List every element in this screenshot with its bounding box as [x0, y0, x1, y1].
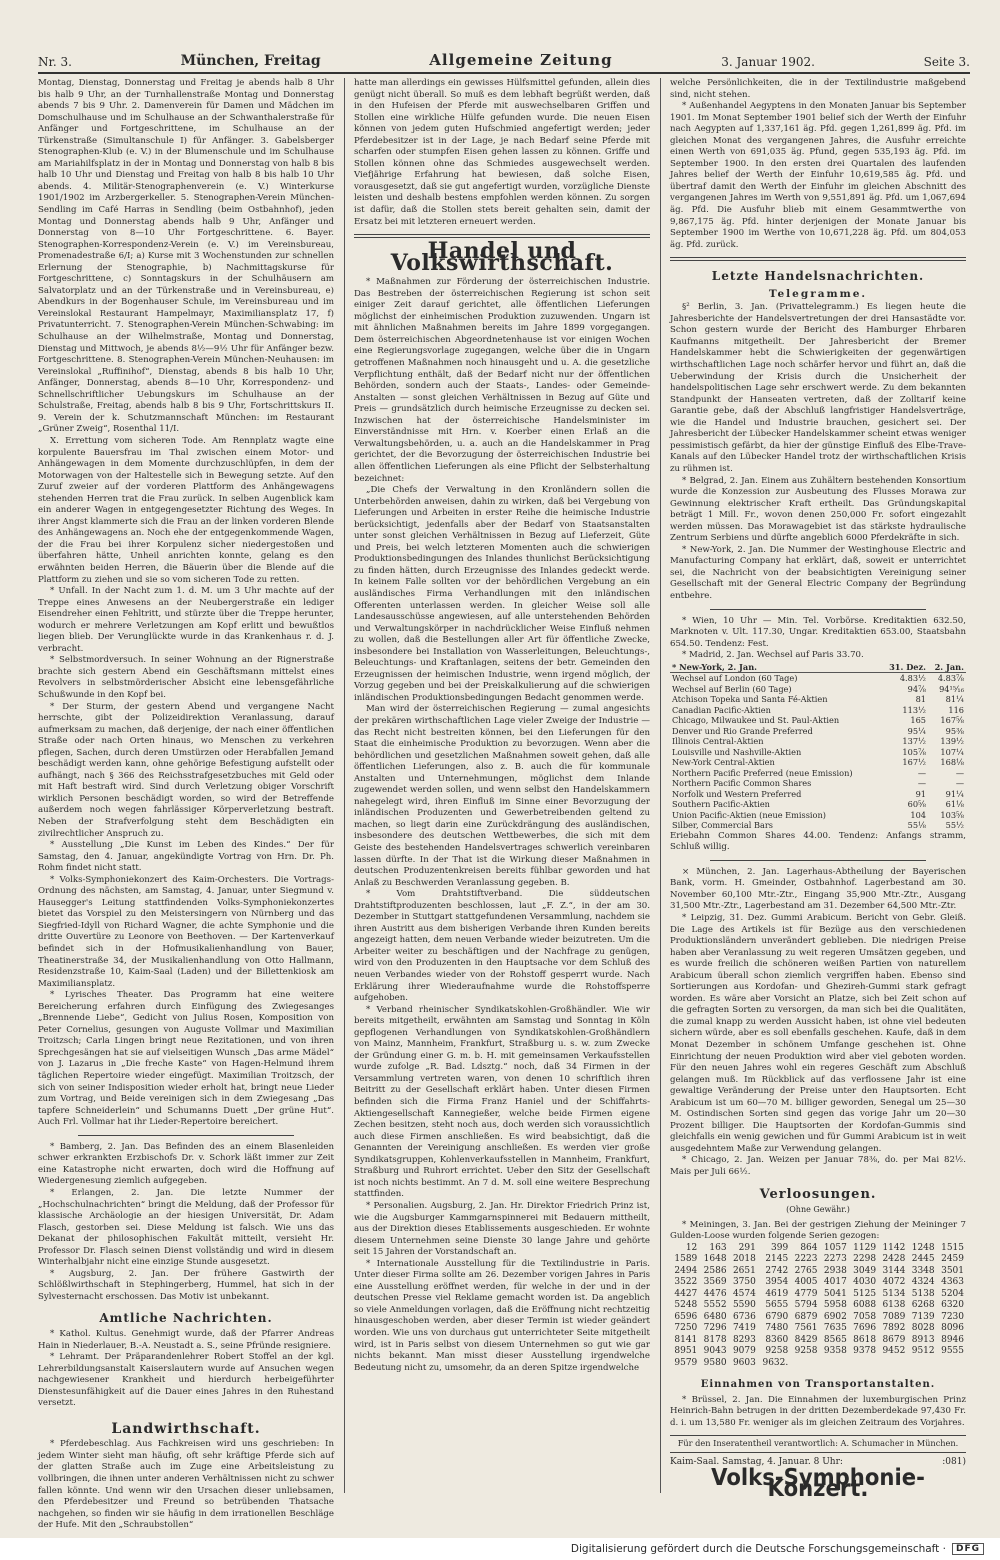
series-number: 9378	[853, 1346, 877, 1357]
series-number: 4779	[794, 1288, 818, 1299]
series-number: 7635	[823, 1323, 847, 1334]
series-number: 3348	[911, 1265, 935, 1276]
quote-value: —	[955, 778, 964, 789]
article-text: hatte man allerdings ein gewisses Hülfsmittel gefunden, allein dies genügt nicht überall. So muß es dem lebhaft begrüßt werden, daß in den Hufeisen der Pferde mit auswechselbaren Griffen und Stollen eine wirkliche Hülfe gefunden wurde. Die neuen Eisen können von jedem guten Hufschmied angefertigt werden; jeder Pferdebesitzer ist in der Lage, je nach Bedarf seine Pferde mit scharfen oder stumpfen Eisen gehen lassen zu können. Griffe und Stollen können ohne das Schmiedes ausgewechselt werden. Viefjährige Erfahrung hat bewiesen, daß solche Eisen, vorausgesetzt, daß sie gut angefertigt wurden, vorzügliche Dienste leisten und deshalb bestens empfohlen werden können. Zu sorgen ist dafür, daß die Stollen stets bereit gehalten sein, damit der Ersatz bei mit letzteren erneuert werden.	[354, 78, 650, 227]
article-text: * Außenhandel Aegyptens in den Monaten Januar bis September 1901. Im Monat September 1901 belief sich der Werth der Einfuhr nach Aegypten auf 1,337,161 äg. Pfd. gegen 1,261,899 äg. Pfd. im gleichen Monat des vergangenen Jahres, die Ausfuhr erreichte einen Werth von 691,035 äg. Pfund, gegen 535,193 äg. Pfd. im September 1900. In den ersten drei Quartalen des laufenden Jahres belief der Werth der Einfuhr 10,619,585 äg. Pfd. und übertraf damit den Werth der Einfuhr im gleichen Abschnitt des vergangenen Jahres im Werth von 9,551,891 äg. Pfd. um 1,067,694 äg. Pfd. Die Ausfuhr blieb mit einem Gesammtwerthe von 9,867,175 äg. Pfd. hinter derjenigen der Monate Januar bis September 1900 im Werthe von 10,671,228 äg. Pfd. um 804,053 äg. Pfd. zurück.	[670, 101, 966, 250]
series-number: 8141	[674, 1334, 698, 1345]
series-number: 1515	[941, 1242, 964, 1253]
table-row	[670, 705, 966, 716]
series-number: 2018	[732, 1254, 756, 1265]
series-number: 9258	[765, 1346, 789, 1357]
article-text: X. Errettung vom sicheren Tode. Am Rennplatz wagte eine korpulente Bauersfrau im Thal zwischen einem Motor- und Anhängewagen in dem Momente durchzuschlüpfen, in dem der Motorwagen von der Haltestelle sich in Bewegung setzte. Auf den Zuruf zweier auf der vorderen Plattform des Anhängewagens stehenden Herren trat die Frau zurück. In selben Augenblick kam ein anderer Wagen in entgegengesetzter Richtung des Weges. In ihrer Angst klammerte sich die Frau an der linken vorderen Blende des Anhängewagens an. Noch ehe der entgegenkommende Wagen, der die Frau bei ihrer Korpulenz sicher niedergestoßen und überfahren hätte, Unheil anrichten konnte, gelang es den erwähnten beiden Herren, die Bäuerin über die Blende auf die Plattform zu ziehen und sie so vom sicheren Tode zu retten.	[38, 435, 334, 585]
section-rule	[78, 1135, 294, 1136]
series-number: 7696	[853, 1323, 877, 1334]
lottery-numbers-table	[670, 1243, 966, 1370]
article-text: * Der Sturm, der gestern Abend und vergangene Nacht herrschte, gibt der Polizeidirektion Veranlassung, darauf aufmerksam zu machen, daß derjenige, der nach einer öffentlichen Straße oder nach Orten hinaus, wo Menschen zu verkehren pflegen, Sachen, durch deren Umstürzen oder Herabfallen Jemand beschädigt werden kann, ohne gehörige Befestigung aufstellt oder aufhängt, nach § 366 des Reichsstrafgesetzbuches mit Geld oder mit Haft bestraft wird. Sind durch Verletzung obiger Vorschrift wirklich Personen beschädigt worden, so wird der Betreffende außerdem noch wegen fahrlässiger Körperverletzung bestraft. Neben der Strafverfolgung steht dem Beschädigten ein zivilrechtlicher Anspruch zu.	[38, 701, 334, 839]
imprint-line: Für den Inseratentheil verantwortlich: A. Schumacher in München.	[670, 1435, 966, 1453]
series-number: 4574	[732, 1288, 756, 1299]
article-text: * Volks-Symphoniekonzert des Kaim-Orchesters. Die Vortrags-Ordnung des nächsten, am Samstag, 4. Januar, unter Siegmund v. Hausegger's Leitung stattfindenden Volks-Symphoniekonzertes bietet das Vorspiel zu den Meistersingern von Nürnberg und das Siegfried-Idyll von Richard Wagner, die achte Symphonie und die dritte Ouvertüre zu Leonore von Beethoven. — Der Kartenverkauf befindet sich in der Hofmusikalienhandlung von Bauer, Theatinerstraße 34, der Musikalienhandlung von Otto Hallmann, Residenzstraße 10, Kaim-Saal (Laden) und der Billettenkiosk am Maximiliansplatz.	[38, 874, 334, 989]
section-heading-amtlich: Amtliche Nachrichten.	[99, 1311, 273, 1326]
table-row	[670, 715, 966, 726]
advertisement-venue-text: Kaim-Saal. Samstag, 4. Januar. 8 Uhr:	[670, 1456, 843, 1467]
series-number: 399	[771, 1242, 789, 1253]
quote-value: 91	[915, 788, 926, 799]
series-number: 2428	[882, 1254, 906, 1265]
column-rule	[344, 78, 345, 1493]
series-number: 7089	[882, 1311, 906, 1322]
series-number: 3049	[853, 1265, 877, 1276]
security-name: Norfolk und Western Preferred	[672, 788, 802, 799]
series-number: 1589	[674, 1254, 698, 1265]
article-text: * Maßnahmen zur Förderung der österreichischen Industrie. Das Bestreben der österreichischen Regierung ist schon seit einiger Zeit darauf gerichtet, alle öffentlichen Lieferungen möglichst der einheimischen Produktion zuzuwenden. Ungarn ist mit ähnlichen Maßnahmen bereits im Jahre 1899 vorgegangen. Dem österreichischen Abgeordnetenhause ist vor einigen Wochen eine Regierungsvorlage zugegangen, welche über die in Ungarn getroffenen Maßnahmen noch hinausgeht und u. A. die gesetzliche Verpflichtung enthält, daß der Bedarf nicht nur der öffentlichen Behörden, sondern auch der Staats-, Landes- oder Gemeinde-Anstalten — sonst gleichen Verhältnissen in Bezug auf Güte und Preis — grundsätzlich durch heimische Erzeugnisse zu decken sei. Inzwischen hat der österreichische Handelsminister im Einverständnisse mit Hrn. v. Koerber einen Erlaß an die Verwaltungsbehörden, u. a. auch an die Handelskammer in Prag gerichtet, der die Bevorzugung der österreichischen Industrie bei allen öffentlichen Lieferungen als eine Pflicht der Selbsterhaltung bezeichnet:	[354, 277, 650, 484]
quote-value: 4.83½	[899, 673, 926, 684]
table-header-cell: * New-York, 2. Jan.	[670, 662, 887, 673]
series-number: 8293	[732, 1334, 756, 1345]
column-1	[38, 78, 334, 1531]
table-row	[670, 1346, 966, 1358]
article-text: * Brüssel, 2. Jan. Die Einnahmen der luxemburgischen Prinz Heinrich-Bahn betrugen in der dritten Dezemberdekade 97,430 Fr. d. i. um 13,580 Fr. weniger als im gleichen Zeitraum des Vorjahres.	[670, 1394, 966, 1428]
article-text: * Meiningen, 3. Jan. Bei der gestrigen Ziehung der Meininger 7 Gulden-Loose wurden folgende Serien gezogen:	[670, 1219, 966, 1242]
article-text: * Leipzig, 31. Dez. Gummi Arabicum. Bericht von Gebr. Gleiß. Die Lage des Artikels ist für Bezüge aus den verschiedenen Produktionsländern unverändert geblieben. Die niedrigen Preise haben aber Veranlassung zu weit regeren Umsätzen gegeben, und es wurde freilich die schöneren weißen Partien von naturellem Arabicum überall schon ziemlich vergriffen haben. Ebenso sind Sortierungen aus Kordofan- und Ghezireh-Gummi stark gefragt worden. Es wäre aber Vorsicht an Platze, sich bei Zeit schon auf die gefragten Sorten zu versorgen, da man sich bei die Qualitäten, die zumal knapp zu werden Aussicht haben, ist ohne viel bedeuten sichern würde, aber es soll ebenfalls geschehen. Kaufe, daß in dem Monat Dezember in schönem Umfange geschehen ist. Ohne Einrichtung der neuen Produktion wird aber viel geboten worden. Für den neuen Jahres wohl ein regeres Geschäft zum Abschluß gelangen muß. Im Rückblick auf das verflossene Jahr ist eine gewaltige Veränderung der Preise unter den Hauptsorten. Echt Arabicum ist um 60—70 M. billiger geworden, Senegal um 25—30 M. Ostindischen Sorten sind gegen das vorige Jahr um 20—30 Prozent billiger. Die Hauptsorten der Kordofan-Gummis sind gleichfalls ein wenig gewichen und für Gummi Arabicum ist in weit ausgedehntem Maße zur Verwendung gelangen.	[670, 912, 966, 1154]
table-row	[670, 694, 966, 705]
article-text: §² Berlin, 3. Jan. (Privattelegramm.) Es liegen heute die Jahresberichte der Handelsvertretungen der drei Hansastädte vor. Schon gestern wurde der Bericht des Hamburger Ehrbaren Kaufmanns mitgetheilt. Der Jahresbericht der Bremer Handelskammer hebt die Schwierigkeiten der gegenwärtigen wirthschaftlichen Lage noch schärfer hervor und führt an, daß die Ueberwindung der Krisis durch die Unsicherheit der handelspolitischen Lage sehr erschwert werde. Zu dem bekannten Standpunkt der Hanseaten vertreten, daß der Zolltarif keine Garantie gebe, daß der Abschluß langfristiger Handelsverträge, wie die Handel und Industrie brauchen, gesichert sei. Der Jahresbericht der Lübecker Handelskammer scheint etwas weniger pessimistisch gefärbt, da hier der günstige Einfluß des Elbe-Trave-Kanals auf den Lübecker Handel trotz der wirthschaftlichen Krisis zu rühmen ist.	[670, 302, 966, 474]
series-number: 1057	[823, 1242, 847, 1253]
series-number: 7230	[941, 1311, 964, 1322]
security-name: Wechsel auf Berlin (60 Tage)	[672, 683, 792, 694]
section-heading-landwirthschaft: Landwirthschaft.	[111, 1420, 261, 1437]
article-text: Montag, Dienstag, Donnerstag und Freitag je abends halb 8 Uhr bis halb 9 Uhr, an der Turnhallenstraße Montag und Donnerstag abends 7 bis 9 Uhr. 2. Damenverein für Damen und Mädchen im Domschulhause und im Schulhause an der Schwanthalerstraße für Anfänger und Fortgeschrittene, im Schulhause an der Türkenstraße (Simultanschule I) für Anfänger. 3. Gabelsberger Stenographen-Klub (e. V.) in der Blumenschule und im Schulhause am Mariahilfsplatz in der in Montag und Donnerstag von halb 8 bis halb 10 Uhr und Dienstag und Freitag von halb 8 bis halb 10 Uhr abends. 4. Militär-Stenographenverein (e. V.) Winterkurse 1901/1902 im Arzbergerkeller. 5. Stenographen-Verein München-Sendling im Café Harras in Sendling (beim Ostbahnhof), jeden Montag und Donnerstag abends halb 9 Uhr, Anfänger und Donnerstag von 8—10 Uhr Fortgeschrittene. 6. Bayer. Stenographen-Korrespondenz-Verein (e. V.) im Vereinsbureau, Promenadestraße 6/I; a) Kurse mit 3 Wochenstunden zur schnellen Erlernung der Stenographie, b) Nachmittagskurse für Fortgeschrittene, c) Sonntagskurs in der Schulhäusern am Salvatorplatz und an der Türkenstraße und in Vereinsbureau, e) Abendkurs in der Bogenhauser Schule, im Vereinsbureau und im Vereinslokal Restaurant Hampelmayr, Maximiliansplatz 17, f) Privatunterricht. 7. Stenographen-Verein München-Schwabing: im Schulhause an der Wilhelmstraße, Montag und Donnerstag, Dienstag und Mittwoch, je abends 8½—9½ Uhr für Anfänger bezw. Fortgeschrittene. 8. Stenographen-Verein München-Neuhausen: im Vereinslokal „Ruffinihof“, Dienstag, abends 8 bis halb 10 Uhr, Anfänger, Donnerstag, abends 8—10 Uhr, Korrespondenz- und Schnellschriftlicher Uebungskurs im Schulhause an der Schulstraße, Freitag, abends halb 8 bis 9 Uhr, Fortschrittskurs II. 9. Verein der k. Schutzmannschaft München: im Restaurant „Grüner Zweig“, Rosenthal 11/I.	[38, 78, 334, 435]
series-number: 2494	[674, 1265, 698, 1276]
series-number: 4324	[911, 1277, 935, 1288]
series-number: 9512	[911, 1346, 935, 1357]
table-header-cell: 31. Dez.	[889, 661, 926, 672]
section-heading-einnahmen: Einnahmen von Transportanstalten.	[700, 1379, 936, 1391]
series-number	[820, 1358, 849, 1370]
series-number: 6320	[941, 1300, 964, 1311]
series-number: 8951	[674, 1346, 698, 1357]
security-name: Denver und Rio Grande Preferred	[672, 725, 813, 736]
article-text: * Selbstmordversuch. In seiner Wohnung an der Rignerstraße brachte sich gestern Abend ein Geschäftsmann mittelst eines Revolvers in selbstmörderischer Absicht eine lebensgefährliche Schußwunde in den Kopf bei.	[38, 655, 334, 700]
series-number: 8946	[941, 1334, 964, 1345]
table-row	[670, 684, 966, 695]
series-number: 9603	[732, 1357, 756, 1368]
series-number: 5134	[882, 1288, 906, 1299]
security-name: Silber, Commercial Bars	[672, 820, 773, 831]
series-number: 8028	[911, 1323, 935, 1334]
series-number: 4427	[674, 1288, 698, 1299]
table-row	[670, 1335, 966, 1347]
table-row	[670, 1312, 966, 1324]
series-number: 8679	[882, 1334, 906, 1345]
series-number: 8913	[911, 1334, 935, 1345]
series-number: 8360	[765, 1334, 789, 1345]
section-rule	[710, 860, 926, 861]
series-number: 6596	[674, 1311, 698, 1322]
series-number: 9580	[703, 1357, 727, 1368]
page-number: Seite 3.	[923, 55, 970, 69]
table-header-cell: 2. Jan.	[928, 662, 966, 673]
series-number: 7561	[794, 1323, 818, 1334]
section-heading-letzte: Letzte Handelsnachrichten.	[711, 269, 925, 284]
series-number	[790, 1358, 819, 1370]
series-number: 3522	[674, 1277, 698, 1288]
series-number: 7296	[703, 1323, 727, 1334]
table-row	[670, 778, 966, 789]
series-number: 4363	[941, 1277, 964, 1288]
series-number: 4619	[765, 1288, 789, 1299]
quote-value: 116	[948, 704, 964, 715]
series-number: 3501	[941, 1265, 964, 1276]
place-day: München, Freitag	[180, 53, 321, 69]
newspaper-page	[38, 0, 970, 1560]
series-number	[937, 1358, 966, 1370]
series-number: 9043	[703, 1346, 727, 1357]
security-name: Northern Pacific Preferred (neue Emission)	[672, 767, 853, 778]
security-name: Union Pacific-Aktien (neue Emission)	[672, 809, 826, 820]
article-text: * Belgrad, 2. Jan. Einem aus Zuhältern bestehenden Konsortium wurde die Konzession zur Ausbeutung des Flusses Morawa zur Gewinnung elektrischer Kraft ertheilt. Das Gründungskapital beträgt 1 Mill. Fr., wovon denen 250,000 Fr. sofort eingezahlt werden müssen. Das Morawagebiet ist das stärkste hydraulische Zentrum Serbiens und dürfte angeblich 6000 Pferdekräfte in sich.	[670, 475, 966, 544]
series-number: 5248	[674, 1300, 698, 1311]
series-number: 7139	[911, 1311, 935, 1322]
quote-value: 105⅞	[902, 746, 926, 757]
quote-value: 55½	[945, 820, 964, 831]
series-number: 5958	[823, 1300, 847, 1311]
article-text: * Ausstellung „Die Kunst im Leben des Kindes.“ Der für Samstag, den 4. Januar, angekündigte Vortrag von Hrn. Dr. Ph. Rohm findet nicht statt.	[38, 840, 334, 874]
series-number: 6480	[703, 1311, 727, 1322]
security-name: Northern Pacific Common Shares	[672, 778, 812, 789]
series-number: 4030	[853, 1277, 877, 1288]
issue-number: Nr. 3.	[38, 55, 72, 69]
table-header-row	[670, 662, 966, 673]
series-number: 6902	[823, 1311, 847, 1322]
quote-value: 104	[910, 809, 926, 820]
series-number: 163	[709, 1242, 727, 1253]
quote-value: 91¼	[945, 788, 964, 799]
series-number: 864	[800, 1242, 818, 1253]
table-row	[670, 768, 966, 779]
series-number: 8096	[941, 1323, 964, 1334]
advertisement-title: Volks-Symphonie-Konzert.	[711, 1464, 925, 1503]
series-number: 9555	[941, 1346, 964, 1357]
advertisement-number: :081)	[942, 1456, 966, 1467]
quote-value: 81¼	[945, 694, 964, 705]
quote-value: 168⅛	[940, 757, 964, 768]
table-row	[670, 1243, 966, 1255]
quote-value: 139½	[940, 736, 964, 747]
series-number: 6088	[853, 1300, 877, 1311]
quote-value: 137½	[902, 736, 926, 747]
series-number: 5794	[794, 1300, 818, 1311]
quote-value: 60⅝	[907, 799, 926, 810]
series-number: 5138	[911, 1288, 935, 1299]
series-number: 2298	[853, 1254, 877, 1265]
series-number: 3954	[765, 1277, 789, 1288]
table-row	[670, 1300, 966, 1312]
quote-value: 103⅝	[940, 809, 964, 820]
security-name: Southern Pacific-Aktien	[672, 799, 770, 810]
series-number: 3750	[732, 1277, 756, 1288]
newspaper-title: Allgemeine Zeitung	[429, 51, 613, 69]
article-text: * Internationale Ausstellung für die Textilindustrie in Paris. Unter dieser Firma sollte am 26. Dezember vorigen Jahres in Paris eine Ausstellung eröffnet werden, für welche in der und in der deutschen Presse viel Reklame gemacht worden ist. Da angeblich so viele Anmeldungen vorlagen, daß die Eröffnung nicht rechtzeitig hinausgeschoben werden, aber dieser Termin ist wieder geändert worden. Wie uns von durchaus gut unterrichteter Seite mitgetheilt wird, ist in Paris selbst von diesem Unternehmen so gut wie gar nichts bekannt. Man misst dieser Ausstellung irgendwelche Bedeutung nicht zu, umsomehr, da an deren Spitze irgendwelche	[354, 1258, 650, 1373]
quote-value: 4.83⅞	[937, 673, 964, 684]
security-name: Chicago, Milwaukee und St. Paul-Aktien	[672, 715, 840, 726]
article-text: welche Persönlichkeiten, die in der Textilindustrie maßgebend sind, nicht stehen.	[670, 78, 966, 100]
series-number: 6736	[732, 1311, 756, 1322]
series-number: 8178	[703, 1334, 727, 1345]
series-number: 7419	[732, 1323, 756, 1334]
series-number: 6268	[911, 1300, 935, 1311]
series-number: 5041	[823, 1288, 847, 1299]
quote-value: 167⅝	[940, 715, 964, 726]
quote-value: 94⅞	[907, 683, 926, 694]
series-number: 4072	[882, 1277, 906, 1288]
table-row	[670, 799, 966, 810]
article-text: * Wien, 10 Uhr — Min. Tel. Vorbörse. Kreditaktien 632.50, Marknoten v. Ult. 117.30, Ungar. Kreditaktien 653.00, Staatsbahn 654.50. Tendenz: Fest.	[670, 615, 966, 649]
quote-value: —	[955, 767, 964, 778]
article-text: * Madrid, 2. Jan. Wechsel auf Paris 33.70.	[682, 650, 864, 661]
section-rule	[710, 609, 926, 610]
table-row	[670, 747, 966, 758]
table-row	[670, 789, 966, 800]
quote-value: 94¹⁵⁄₁₆	[939, 683, 964, 694]
section-heading-verloosungen: Verloosungen.	[759, 1186, 877, 1202]
series-number: 4005	[794, 1277, 818, 1288]
security-name: New-York Central-Aktien	[672, 757, 775, 768]
series-number: 6790	[765, 1311, 789, 1322]
series-number: 9258	[794, 1346, 818, 1357]
series-number: 5125	[853, 1288, 877, 1299]
table-row	[670, 1323, 966, 1335]
series-number: 7892	[882, 1323, 906, 1334]
table-row	[670, 1289, 966, 1301]
dfg-logo: DFG	[952, 1543, 984, 1555]
article-text: * Kathol. Kultus. Genehmigt wurde, daß der Pfarrer Andreas Hain in Niederlauer, B.-A. Neustadt a. S., seine Pfründe resigniere.	[38, 1328, 334, 1351]
section-note: (Ohne Gewähr.)	[786, 1205, 850, 1215]
table-row	[670, 820, 966, 831]
series-number: 2273	[823, 1254, 847, 1265]
series-number: 3569	[703, 1277, 727, 1288]
column-3	[670, 78, 966, 1503]
series-number: 2742	[765, 1265, 789, 1276]
series-number: 9079	[732, 1346, 756, 1357]
quote-value: 61⅛	[945, 799, 964, 810]
series-number: 2651	[732, 1265, 756, 1276]
series-number: 4017	[823, 1277, 847, 1288]
quote-value: 107¼	[940, 746, 964, 757]
table-row	[670, 673, 966, 684]
article-text: * Chicago, 2. Jan. Weizen per Januar 78⅜, do. per Mai 82½. Mais per Juli 66½.	[670, 1155, 966, 1178]
series-number: 2765	[794, 1265, 818, 1276]
series-number: 2459	[941, 1254, 964, 1265]
series-number: 6138	[882, 1300, 906, 1311]
article-text: * Lehramt. Der Präparandenlehrer Robert Stoffel an der kgl. Lehrerbildungsanstalt Kaiserslautern wurde auf Ansuchen wegen nachgewiesener Krankheit und hierdurch herbeigeführter Dienstesunfähigkeit auf die Dauer eines Jahres in den Ruhestand versetzt.	[38, 1352, 334, 1409]
column-2	[354, 78, 650, 1493]
footer-text: Digitalisierung gefördert durch die Deutsche Forschungsgemeinschaft ·	[570, 1543, 946, 1555]
quote-value: 81	[915, 694, 926, 705]
series-number: 1248	[911, 1242, 935, 1253]
table-row	[670, 757, 966, 768]
security-name: Wechsel auf London (60 Tage)	[672, 673, 798, 684]
series-number: 5590	[732, 1300, 756, 1311]
series-number: 8429	[794, 1334, 818, 1345]
table-row	[670, 1254, 966, 1266]
article-text: * Bamberg, 2. Jan. Das Befinden des an einem Blasenleiden schwer erkrankten Erzbischofs Dr. v. Schork läßt immer zur Zeit eine Katastrophe nicht erwarten, doch wird die Hoffnung auf Wiedergenesung ziemlich aufgegeben.	[38, 1141, 334, 1187]
quote-value: —	[917, 767, 926, 778]
table-row	[670, 1277, 966, 1289]
quote-value: 113½	[902, 704, 926, 715]
series-number: 6879	[794, 1311, 818, 1322]
article-text: * Unfall. In der Nacht zum 1. d. M. um 3 Uhr machte auf der Treppe eines Anwesens an der Neubergerstraße ein lediger Eisendreher einen Fehltritt, und stürzte über die Treppe herunter, wodurch er mehrere Verletzungen am Kopf erlitt und bewußtlos liegen blieb. Der Verunglückte wurde in das Krankenhaus r. d. J. verbracht.	[38, 586, 334, 654]
section-subheading-telegramme: Telegramme.	[768, 287, 868, 300]
section-rule	[670, 257, 966, 261]
series-number: 7480	[765, 1323, 789, 1334]
article-text: * Erlangen, 2. Jan. Die letzte Nummer der „Hochschulnachrichten“ bringt die Meldung, daß der Professor für klassische Archäologie an der hiesigen Universität, Dr. Adam Flasch, gestorben sei. Diese Meldung ist falsch. Wie uns das Dekanat der philosophischen Fakultät mitteilt, versieht Hr. Professor Dr. Flasch seinen Dienst vollständig und wird in diesem Winterhalbjahr nicht eine einzige Stunde ausgesetzt.	[38, 1187, 334, 1268]
quote-value: 55⅛	[907, 820, 926, 831]
series-number: 2145	[765, 1254, 789, 1265]
article-text: * Verband rheinischer Syndikatskohlen-Großhändler. Wie wir bereits mitgetheilt, erwähnten am Samstag und Sonntag in Köln gepflogenen Verhandlungen von Syndikatskohlen-Großhändlern von Mainz, Mannheim, Frankfurt, Straßburg u. s. w. zum Zwecke der Gründung einer G. m. b. H. mit gemeinsamen Verkaufsstellen wurde zufolge „R. Bad. Ldsztg.“ noch, daß 34 Firmen in der Versammlung vertreten waren, von denen 10 schriftlich ihren Beitritt zu der Gesellschaft erklärt haben. Unter diesen Firmen befinden sich die Firma Franz Haniel und der Schiffahrts-Aktiengesellschaft Kannegießer, welche beide Firmen eigene Zechen besitzen, steht noch aus, doch werden sich voraussichtlich auch diese Firmen anschließen. Es wird beabsichtigt, daß die Genannten der Vereinigung anschließen. Es werden vier große Syndikatsgruppen, Kohlenverkaufsstellen in Mannheim, Frankfurt, Straßburg und Ruhrort errichtet. Ueber den Sitz der Gesellschaft ist noch nichts bestimmt. An 7 d. M. soll eine weitere Besprechung stattfinden.	[354, 1004, 650, 1200]
series-number: 9358	[823, 1346, 847, 1357]
series-number	[878, 1358, 907, 1370]
table-row	[670, 736, 966, 747]
section-heading-handel: Handel und Volkswirthschaft.	[390, 238, 614, 276]
series-number: 5655	[765, 1300, 789, 1311]
series-number: 8565	[823, 1334, 847, 1345]
series-number: 9632.	[762, 1357, 789, 1368]
article-text: * Vom Drahtstiftverband. Die süddeutschen Drahtstiftproduzenten beschlossen, laut „F. Z.“, in der am 30. Dezember in Stuttgart stattgefundenen Versammlung, nachdem sie ihren Austritt aus dem bisherigen Verbande ihren Kunden bereits angezeigt hatten, dem neuen Verbande wieder beizutreten. Um die Arbeiter weiter zu beschäftigen und der Nachfrage zu genügen, wird von den Produzenten in den Hauptsache vor dem Schluß des neuen Verbandes wieder von der Rohstoff gesperrt wurde. Nach Erklärung ihrer Wiederaufnahme wurde die Rohstoffsperre aufgehoben.	[354, 889, 650, 1004]
security-name: Louisville und Nashville-Aktien	[672, 746, 802, 757]
series-number: 291	[738, 1242, 756, 1253]
article-text: * Personalien. Augsburg, 2. Jan. Hr. Direktor Friedrich Prinz ist, wie die Augsburger Kammgarnspinnerei mit Bedauern mittheilt, aus der Direktion dieses Etablissements ausgeschieden. Er wohnte diesem Unternehmen seine Dienste 30 lange Jahre und gehörte seit 15 Jahren der Vorstandschaft an.	[354, 1200, 650, 1258]
article-text: * Pferdebeschlag. Aus Fachkreisen wird uns geschrieben: In jedem Winter sieht man häufig, oft sehr kräftige Pferde sich auf der glatten Straße auch im Zuge eine Arbeitsleistung zu vollbringen, die ihnen unter anderen Verhältnissen nicht zu schwer fallen könnte. Und wenn wir den Ursachen dieser unliebsamen, den Pferdebesitzer und Freund so betrübenden Thatsache nachgehen, so finden wir sie häufig in dem irrationellen Beschläge der Hufe. Mit den „Schraubstollen“	[38, 1439, 334, 1531]
series-number: 4476	[703, 1288, 727, 1299]
article-text: ⨯ München, 2. Jan. Lagerhaus-Abtheilung der Bayerischen Bank, vorm. H. Gmeinder, Ostbahnhof. Lagerbestand am 30. November 60,100 Mtr.-Ztr., Eingang 35,900 Mtr.-Ztr., Ausgang 31,500 Mtr.-Ztr., Lagerbestand am 31. Dezember 64,500 Mtr.-Ztr.	[670, 866, 966, 912]
series-number: 3144	[882, 1265, 906, 1276]
series-number: 12	[685, 1242, 698, 1253]
quote-value: 165	[910, 715, 926, 726]
series-number: 5204	[941, 1288, 964, 1299]
article-text: * Lyrisches Theater. Das Programm hat eine weitere Bereicherung erfahren durch Einfügung des Zwiegesanges „Brennende Liebe“, Gedicht von Julius Rosen, Komposition von Peter Cornelius, gesungen von Auguste Vollmar und Maximilian Troitzsch; Carla Lingen bringt neue Rezitationen, und von ihren Sprechgesängen hat sie auf vielseitigen Wunsch „Das arme Mädel“ von J. Lazarus in „Die freche Kaste“ von Hagen-Helmund ihrem täglichen Repertoire wieder eingefügt. Maximilian Troitzsch, der sich von seiner Indisposition wieder erholt hat, bringt neue Lieder zum Vortrag, und Beide vereinigen sich in dem Zwiegesang „Das tapfere Schneiderlein“ und Schumanns Duett „Der grüne Hut“. Auch Frl. Vollmar hat ihr Lieder-Repertoire bereichert.	[38, 990, 334, 1128]
series-number: 7250	[674, 1323, 698, 1334]
article-text: Man wird der österreichischen Regierung — zumal angesichts der prekären wirthschaftlichen Lage vieler Zweige der Industrie — das Recht nicht bestreiten können, bei den Lieferungen für den Staat die einheimische Produktion zu bevorzugen. Wenn aber die behördlichen und gesetzlichen Maßnahmen soweit gehen, daß alle öffentlichen Lieferungen, also z. B. auch die für kommunale Anstalten und Unternehmungen, möglichst dem Inlande zugewendet werden sollen, und wenn selbst den Handelskammern nahegelegt wird, ihren Einfluß im Sinne einer Bevorzugung der inländischen Produzenten und Gewerbetreibenden geltend zu machen, so liegt darin eine Zurückdrängung des ausländischen, insbesondere des deutschen Wettbewerbes, die sich mit dem Geiste des bestehenden Handelsvertrages schwerlich vereinbaren lassen dürfte. In der That ist die Wirkung dieser Maßnahmen in deutschen Produzentenkreisen bereits fühlbar geworden und hat Anlaß zu Beschwerden Veranlassung gegeben. B.	[354, 704, 650, 888]
table-row	[670, 810, 966, 821]
article-text: Eriebahn Common Shares 44.00. Tendenz: Anfangs stramm, Schluß willig.	[670, 830, 966, 853]
table-row	[670, 1358, 966, 1370]
masthead	[38, 50, 970, 74]
series-number: 2938	[823, 1265, 847, 1276]
quote-value: —	[917, 778, 926, 789]
series-number	[849, 1358, 878, 1370]
security-name: Atchison Topeka und Santa Fé-Aktien	[672, 694, 828, 705]
quote-value: 167½	[902, 757, 926, 768]
series-number: 5552	[703, 1300, 727, 1311]
series-number: 2586	[703, 1265, 727, 1276]
series-number: 8618	[853, 1334, 877, 1345]
digitization-footer	[0, 1538, 1000, 1560]
table-row	[670, 1266, 966, 1278]
article-text: * New-York, 2. Jan. Die Nummer der Westinghouse Electric and Manufacturing Company hat erklärt, daß, soweit er unterrichtet sei, die Nachricht von der beabsichtigten Vereinigung seiner Gesellschaft mit der General Electric Company der Begründung entbehre.	[670, 544, 966, 601]
series-number: 7058	[853, 1311, 877, 1322]
security-name: Canadian Pacific-Aktien	[672, 704, 771, 715]
series-number: 2445	[911, 1254, 935, 1265]
column-rule	[660, 78, 661, 1493]
series-number: 9452	[882, 1346, 906, 1357]
series-number: 2223	[794, 1254, 818, 1265]
article-text: „Die Chefs der Verwaltung in den Kronländern sollen die Unterbehörden anweisen, dahin zu wirken, daß bei Vergebung von Lieferungen und Arbeiten in erster Reihe die heimische Industrie berücksichtigt, jedenfalls aber der Bedarf von Staatsanstalten unter sonst gleichen Verhältnissen in Bezug auf Lieferzeit, Güte und Preis, bei welch letzteren Momenten auch die schwierigen Produktionsbedingungen des Inlandes thunlichst Berücksichtigung zu finden hätten, durch Erzeugnisse des Inlandes gedeckt werde. In keinem Falle sollten vor der behördlichen Vergebung an ein ausländisches Firma Verhandlungen mit den inländischen Offerenten unterlassen werden. In gleicher Weise soll alle Landesausschüsse angewiesen, auf alle unterstehenden Behörden und Verwaltungskörper in nachdrücklicher Weise Einfluß nehmen zu wollen, daß die Bestellungen aller Art für öffentliche Zwecke, insbesondere bei Installation von Wasserleitungen, Beleuchtungs-, Beleuchtungs- und Kraftanlagen, seitens der betr. Gemeinden den Erzeugnissen der heimischen Industrie, wenn irgend möglich, der Vorzug gegeben und bei der Preiskalkulierung auf die schwierigen inländischen Produktionsbedingungen Bedacht genommen werde.	[354, 485, 650, 703]
issue-date: 3. Januar 1902.	[721, 55, 815, 69]
series-number: 1129	[853, 1242, 877, 1253]
series-number: 1142	[882, 1242, 906, 1253]
security-name: Illinois Central-Aktien	[672, 736, 764, 747]
series-number: 9579	[674, 1357, 698, 1368]
table-row	[670, 726, 966, 737]
series-number: 1648	[703, 1254, 727, 1265]
quote-value: 95¼	[907, 725, 926, 736]
stock-quote-table	[670, 662, 966, 831]
article-text: * Augsburg, 2. Jan. Der frühere Gastwirth der Schlößlwirthschaft in Stephingerberg, Hummel, hat sich in der Sylvesternacht erschossen. Das Motiv ist unbekannt.	[38, 1268, 334, 1302]
quote-value: 95⅜	[945, 725, 964, 736]
series-number	[907, 1358, 936, 1370]
